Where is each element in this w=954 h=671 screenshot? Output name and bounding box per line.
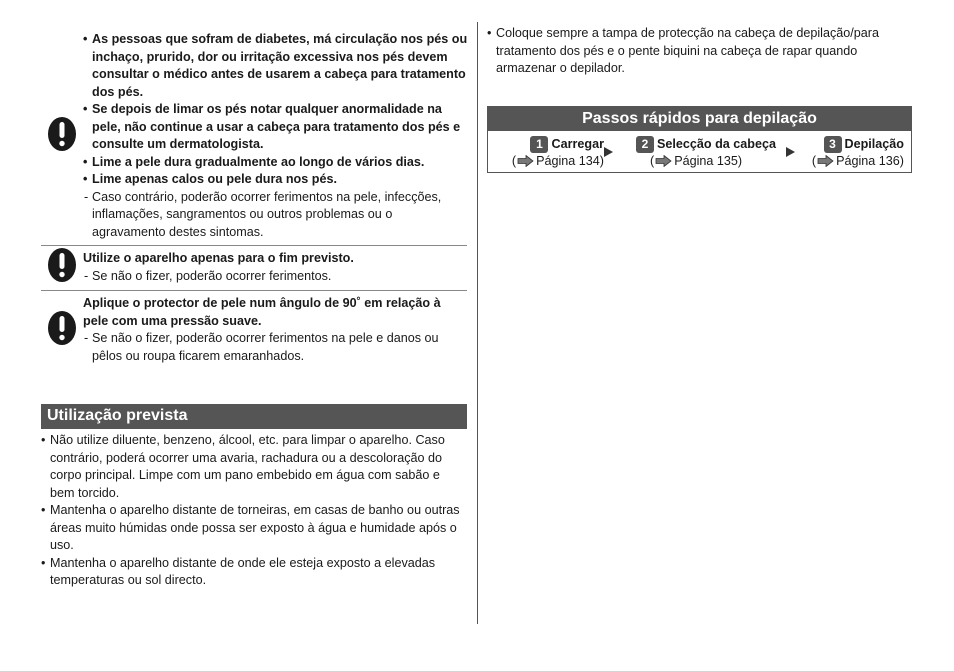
warning-consequence: - Caso contrário, poderão ocorrer ferimentos na pele, infecções, inflamações, sangramentos ou outros problemas ou o agravamento destes sintomas. xyxy=(83,189,468,242)
warning-block-intended-purpose xyxy=(83,250,468,285)
quick-steps-title: Passos rápidos para depilação xyxy=(488,107,911,131)
section-title-intended-use: Utilização prevista xyxy=(41,404,467,429)
step-head-selection xyxy=(624,136,776,172)
warning-statement: Utilize o aparelho apenas para o fim previsto. xyxy=(83,251,354,265)
step-epilation xyxy=(800,136,904,172)
step-label: Carregar xyxy=(551,137,604,151)
page-reference-arrow-icon xyxy=(655,155,672,172)
warning-bullet: • Lime a pele dura gradualmente ao longo de vários dias. xyxy=(83,154,468,172)
warning-statement: Aplique o protector de pele num ângulo de 90˚ em relação à pele com uma pressão suave. xyxy=(83,296,441,328)
storage-note xyxy=(487,25,912,78)
exclamation-warning-icon xyxy=(48,311,76,345)
divider xyxy=(41,245,467,246)
page-reference: Página 136) xyxy=(836,154,904,168)
paren: ( xyxy=(511,154,517,168)
warning-block-skin-protector xyxy=(83,295,468,365)
list-item: • Mantenha o aparelho distante de torneiras, em casas de banho ou outras áreas muito húmidas onde possa ser exposto à água e humidade após o uso. xyxy=(41,502,467,555)
step-number: 1 xyxy=(530,136,548,153)
paren: ( xyxy=(650,154,655,168)
exclamation-warning-icon xyxy=(48,117,76,151)
step-arrow-icon xyxy=(786,147,795,157)
step-charge xyxy=(494,136,604,172)
warning-block-diabetes xyxy=(83,31,468,241)
page-reference-arrow-icon xyxy=(817,155,834,172)
step-label: Selecção da cabeça xyxy=(656,137,776,151)
step-number: 3 xyxy=(824,136,842,153)
divider xyxy=(41,290,467,291)
warning-consequence: - Se não o fizer, poderão ocorrer ferimentos na pele e danos ou pêlos ou roupa ficarem emaranhados. xyxy=(83,330,468,365)
list-item: • Não utilize diluente, benzeno, álcool, etc. para limpar o aparelho. Caso contrário, poderá ocorrer uma avaria, rachadura ou a descoloração do corpo principal. Limpe com um pano embebido em água com sabão e bem torcido. xyxy=(41,432,467,502)
page-reference-arrow-icon xyxy=(517,155,534,172)
intended-use-list xyxy=(41,432,467,590)
page-reference-link[interactable] xyxy=(624,153,776,172)
list-item: • Coloque sempre a tampa de protecção na cabeça de depilação/para tratamento dos pés e o pente biquini na cabeça de rapar quando armazenar o depilador. xyxy=(487,25,912,78)
exclamation-warning-icon xyxy=(48,248,76,282)
paren: ( xyxy=(811,154,817,168)
page-reference: Página 134) xyxy=(536,154,604,168)
step-label: Depilação xyxy=(844,137,904,151)
warning-bullet: • As pessoas que sofram de diabetes, má circulação nos pés ou inchaço, prurido, dor ou irritação excessiva nos pés devem consultar o médico antes de usarem a cabeça para tratamento dos pés. xyxy=(83,31,468,101)
warning-consequence: - Se não o fizer, poderão ocorrer ferimentos. xyxy=(83,268,468,286)
warning-bullet: • Se depois de limar os pés notar qualquer anormalidade na pele, não continue a usar a cabeça para tratamento dos pés e consulte um dermatologista. xyxy=(83,101,468,154)
step-number: 2 xyxy=(636,136,654,153)
page-reference: Página 135) xyxy=(674,154,743,168)
warning-bullet: • Lime apenas calos ou pele dura nos pés. xyxy=(83,171,468,189)
page-reference-link[interactable] xyxy=(494,153,604,172)
quick-steps-box xyxy=(487,106,912,173)
list-item: • Mantenha o aparelho distante de onde ele esteja exposto a elevadas temperaturas ou sol directo. xyxy=(41,555,467,590)
page-reference-link[interactable] xyxy=(800,153,904,172)
step-arrow-icon xyxy=(604,147,613,157)
column-divider xyxy=(477,22,478,624)
